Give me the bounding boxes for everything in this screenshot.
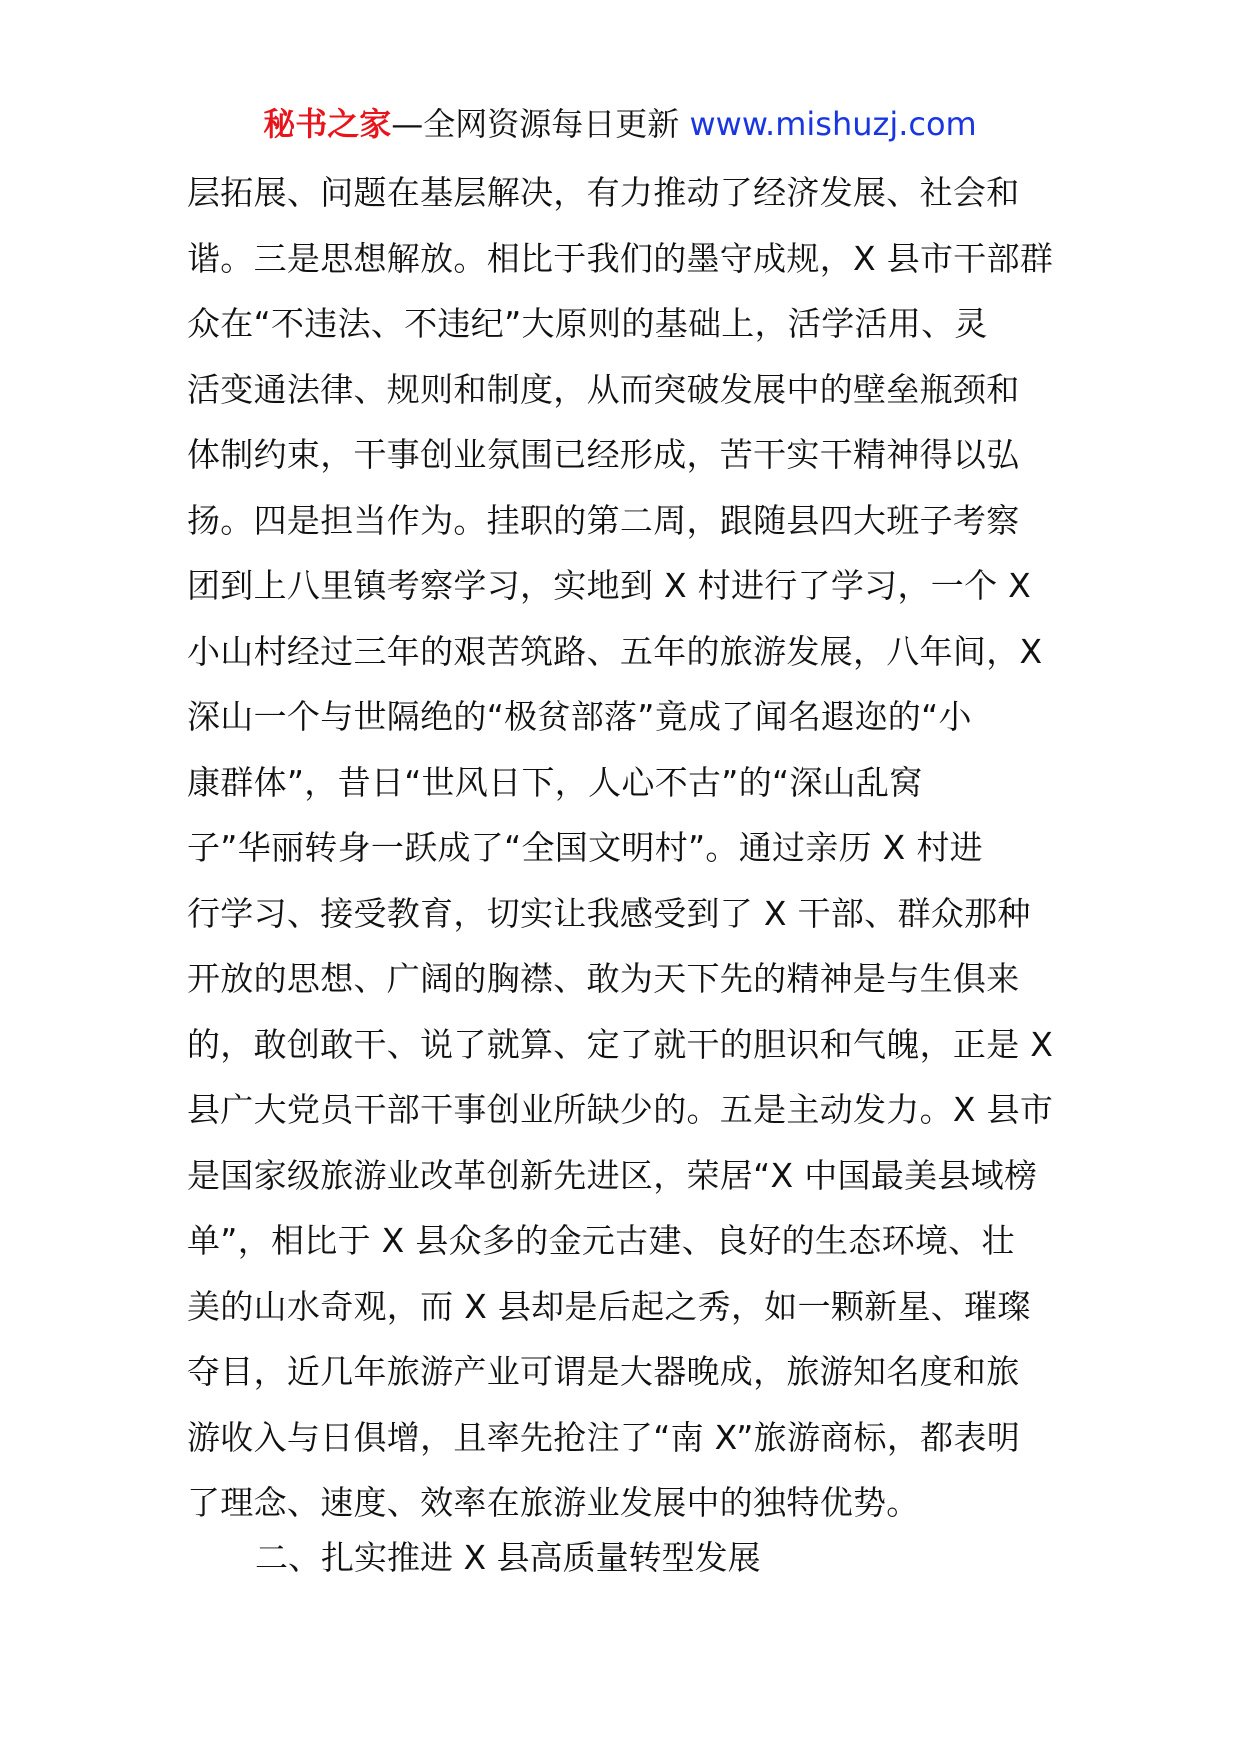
paragraph-line: 美的山水奇观，而 X 县却是后起之秀，如一颗新星、璀璨	[187, 1286, 1031, 1326]
brand-name: 秘书之家	[263, 105, 392, 143]
paragraph-line: 谐。三是思想解放。相比于我们的墨守成规，X 县市干部群	[187, 238, 1054, 278]
paragraph-line: 夺目，近几年旅游产业可谓是大器晚成，旅游知名度和旅	[187, 1352, 1020, 1391]
paragraph-line: 县广大党员干部干事创业所缺少的。五是主动发力。X 县市	[187, 1090, 1054, 1129]
paragraph-line: 扬。四是担当作为。挂职的第二周，跟随县四大班子考察	[187, 500, 1020, 540]
paragraph-line: 了理念、速度、效率在旅游业发展中的独特优势。	[187, 1483, 920, 1522]
paragraph-line: 体制约束，干事创业氛围已经形成，苦干实干精神得以弘	[187, 435, 1020, 474]
paragraph-line: 层拓展、问题在基层解决，有力推动了经济发展、社会和	[187, 173, 1020, 212]
paragraph-line: 单”，相比于 X 县众多的金元古建、良好的生态环境、壮	[187, 1221, 1015, 1260]
paragraph-line: 众在“不违法、不违纪”大原则的基础上，活学活用、灵	[187, 304, 988, 343]
paragraph-line: 康群体”，昔日“世风日下，人心不古”的“深山乱窝	[187, 762, 923, 802]
header-tagline: —全网资源每日更新	[391, 105, 690, 143]
paragraph-line: 游收入与日俱增，且率先抢注了“南 X”旅游商标，都表明	[187, 1417, 1021, 1457]
paragraph-line: 行学习、接受教育，切实让我感受到了 X 干部、群众那种	[187, 893, 1031, 933]
paragraph-line: 是国家级旅游业改革创新先进区，荣居“X 中国最美县域榜	[187, 1155, 1038, 1195]
body-paragraph	[187, 160, 1057, 1536]
watermark-header	[0, 100, 1240, 148]
paragraph-line: 活变通法律、规则和制度，从而突破发展中的壁垒瓶颈和	[187, 369, 1020, 409]
paragraph-line: 开放的思想、广阔的胸襟、敢为天下先的精神是与生俱来	[187, 959, 1020, 998]
section-heading: 二、扎实推进 X 县高质量转型发展	[255, 1538, 761, 1577]
paragraph-line: 深山一个与世隔绝的“极贫部落”竟成了闻名遐迩的“小	[187, 697, 972, 736]
paragraph-line: 子”华丽转身一跃成了“全国文明村”。通过亲历 X 村进	[187, 828, 983, 867]
paragraph-line: 团到上八里镇考察学习，实地到 X 村进行了学习，一个 X	[187, 566, 1032, 605]
paragraph-line: 小山村经过三年的艰苦筑路、五年的旅游发展，八年间，X	[187, 631, 1043, 671]
website-url[interactable]: www.mishuzj.com	[689, 105, 977, 143]
paragraph-line: 的，敢创敢干、说了就算、定了就干的胆识和气魄，正是 X	[187, 1024, 1054, 1064]
